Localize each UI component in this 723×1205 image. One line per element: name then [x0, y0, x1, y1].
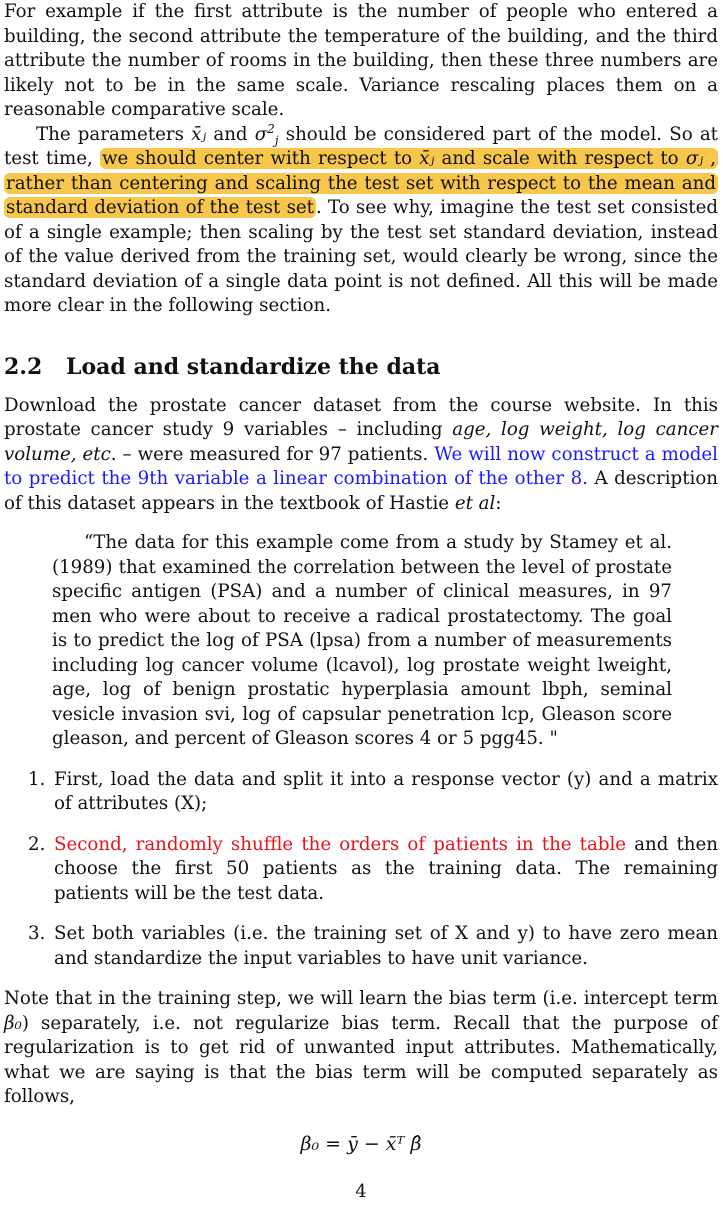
list-item: 2. Second, randomly shuffle the orders of patients in the table and then choose the first 50 patients as the training data. The remaining patients will be the test data. [28, 833, 718, 904]
section-heading [4, 353, 718, 381]
list-marker: 3. [28, 923, 46, 944]
quote-block [4, 531, 672, 752]
section-title: Load and standardize the data [66, 353, 441, 380]
equation: β₀ = ȳ − x̄ᵀ β̂ [300, 1132, 422, 1155]
list-marker: 2. [28, 833, 46, 855]
quote-text: “The data for this example come from a study by Stamey et al. (1989) that examined the correlation between the level of prostate specific antigen (PSA) and a number of clinical measures, in 97 men who were about to receive a radical prostatectomy. The goal is to predict the log of PSA (lpsa) from a number of measurements including log cancer volume (lcavol), log prostate weight lweight, age, log of benign prostatic hyperplasia amount lbph, seminal vesicle invasion svi, log of capsular penetration lcp, Gleason score gleason, and percent of Gleason scores 4 or 5 pgg45. " [52, 532, 672, 749]
section-number: 2.2 [4, 353, 43, 380]
list-item: 3. Set both variables (i.e. the training set of X and y) to have zero mean and standardize the input variables to have unit variance. [28, 923, 718, 969]
document-page [4, 0, 718, 1205]
blue-highlight-text: We will now construct a model to predict the 9th variable a linear combination of the other 8. [4, 443, 718, 489]
red-highlight-text: Second, randomly shuffle the orders of patients in the table [54, 833, 627, 855]
math-sigma-squared: $\sigma^2_j$ [254, 121, 279, 148]
paragraph-intro: For example if the first attribute is the number of people who entered a building, the second attribute the temperature of the building, and the third attribute the number of rooms in the building, then these three numbers are likely not to be in the same scale. Variance rescaling places them on a reasonable comparative scale. [4, 1, 718, 120]
list-item: 1. First, load the data and split it into a response vector (y) and a matrix of attributes (X); [28, 768, 718, 814]
math-xbar-j: x̄ⱼ [191, 123, 207, 145]
steps-list [4, 768, 718, 972]
italic-etal: et al [454, 492, 496, 514]
paragraph-download: Download the prostate cancer dataset from the course website. In this prostate cancer study 9 variables – including age, log weight, log cancer volume, etc. – were measured for 97 patients. We will now construct a model to predict the 9th variable a linear combination of the other 8. A description of this dataset appears in the textbook of Hastie et al: [4, 394, 718, 514]
highlighted-text: we should center with respect to x̄ⱼ and scale with respect to σⱼ , rather than centering and scaling the test set with respect to the mean and standard deviation of the test set [6, 148, 716, 218]
math-beta0: β₀ [4, 1012, 22, 1034]
list-marker: 1. [28, 768, 46, 790]
paragraph-note: Note that in the training step, we will learn the bias term (i.e. intercept term β₀) separately, i.e. not regularize bias term. Recall that the purpose of regularization is to get rid of unwanted input attributes. Mathematically, what we are saying is that the bias term will be computed separately as follows, [4, 988, 718, 1107]
paragraph-parameters: The parameters x̄ⱼ and $\sigma^2_j$ should be considered part of the model. So at test time, we should center with respect to x̄ⱼ and scale with respect to σⱼ , rather than centering and scaling the test set with respect to the mean and standard deviation of the test set . To see why, imagine the test set consisted of a single example; then scaling by the test set standard deviation, instead of the value derived from the training set, would clearly be wrong, since the standard deviation of a single data point is not defined. All this will be made more clear in the following section. [4, 121, 718, 316]
italic-variables: age, log weight, log cancer volume, etc [4, 419, 718, 465]
page-number: 4 [355, 1181, 367, 1202]
